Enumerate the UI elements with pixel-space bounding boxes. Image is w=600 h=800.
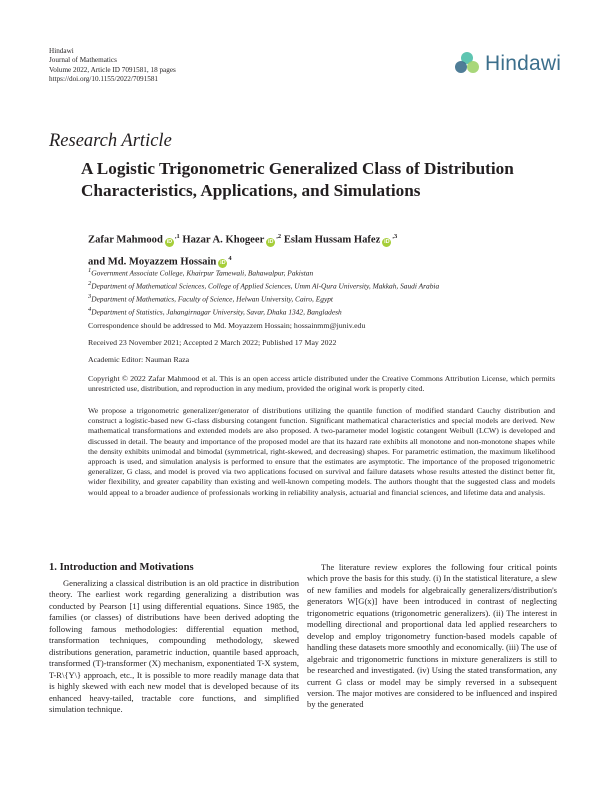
copyright-notice: Copyright © 2022 Zafar Mahmood et al. This is an open access article distributed under the Creative Commons Attribution License, which permits unrestricted use, distribution, and reproduction in any medium, provided the original work is properly cited. [88,374,555,394]
article-title: A Logistic Trigonometric Generalized Class of Distribution Characteristics, Applications, and Simulations [81,159,514,200]
article-type-label: Research Article [49,131,172,151]
academic-editor: Academic Editor: Nauman Raza [88,355,190,364]
orcid-icon[interactable]: iD [384,238,390,245]
paragraph: The literature review explores the following four critical points which prove the basis for this study. (i) In the statistical literature, a slew of new families and models for algebraically generalizers/distribution's generators W[G(x)] have been introduced in contrast of neglecting trigonometric equations (trigonometric generalizers). (ii) The interest in modelling directional and proportional data led applied researchers to develop and employ trigonometry function-based models capable of handling these datasets more smoothly and economically. (iii) The use of algebraic and trigonometric functions in mixture generalizers is still to be researched and investigated. (iv) Using the stated transformation, any current G class or model may be simply reversed in a subsequent version. The major motives are considered to be influenced and inspired by the generated [307,562,557,710]
author-list [88,228,528,271]
hindawi-logo [454,51,561,77]
section-heading: 1. Introduction and Motivations [49,562,194,573]
body-column-left [49,578,299,715]
doi-link[interactable]: https://doi.org/10.1155/2022/7091581 [49,74,159,83]
affiliation-item: $^1$Government Associate College, Khairpur Tamewali, Bahawalpur, Pakistan [88,267,314,278]
logo-text: Hindawi [485,52,562,75]
author-name: and Md. Moyazzem Hossain [88,256,217,268]
affiliation-item: $^2$Department of Mathematical Sciences, College of Applied Sciences, Umm Al-Qura University, Makkah, Saudi Arabia [88,279,440,291]
publisher-name: Hindawi [49,47,74,55]
author-affil-sup: 4 [228,254,232,262]
affiliation-item: $^3$Department of Mathematics, Faculty of Science, Helwan University, Cairo, Egypt [88,292,333,304]
author-name: Hazar A. Khogeer [182,234,265,246]
author-name: Eslam Hussam Hafez [283,234,381,246]
orcid-icon[interactable]: iD [166,238,173,245]
volume-line: Volume 2022, Article ID 7091581, 18 pages [49,65,176,74]
correspondence-note: Correspondence should be addressed to Md. Moyazzem Hossain; hossainmm@juniv.edu [88,321,366,330]
author-name: Zafar Mahmood [88,234,163,246]
journal-name: Journal of Mathematics [49,56,117,65]
orcid-icon[interactable]: iD [220,260,226,267]
paragraph: Generalizing a classical distribution is an old practice in distribution theory. The earliest work regarding generalizing a distribution was conducted by Pearson [1] using differential equations. Since 1985, the families (or classes) of distributions have been derived adopting the following famous methodologies: differential equation method, transformation techniques, compounding methodology, skewed distributions generation, parametric induction, quantile based approach, transformed (T)-transformer (X) mechanism, exponentiated T-X system, T-R\{Y\} approach, etc., It is possible to more readily manage data that is highly skewed with each new model that is developed because of its enhanced heavy-tailed, tractable core functions, and simplified simulation technique. [49,578,299,714]
author-affil-sup: ,2 [276,233,282,240]
abstract: We propose a trigonometric generalizer/generator of distributions utilizing the quantile function of modified standard Cauchy distribution and construct a logistic-based new G-class disbursing cotangent function. Significant mathematical characteristics and special models are derived. New mathematical transformations and extended models are also proposed. A two-parameter model logistic cotangent Weibull (LCW) is developed and discussed in detail. The beauty and importance of the proposed model are that its hazard rate exhibits all monotone and non-monotone shapes while the density exhibits unimodal and bimodal (symmetrical, right-skewed, and decreasing) shapes. For parametric estimation, the maximum likelihood approach is used, and simulation analysis is performed to ensure that the estimates are asymptotic. The importance of the proposed trigonometric generalizer, G class, and model is proved via two applications focused on survival and failure datasets whose results attested the distinct better fit, wider flexibility, and greater capability than existing and well-known competing models. The authors thought that the suggested class and models would appeal to a broader audience of professionals working in reliability analysis, actuarial and financial sciences, and lifetime data and analysis. [88,406,555,497]
affiliations [88,266,528,318]
orcid-icon[interactable]: iD [268,238,274,245]
body-column-right [307,562,557,711]
publication-dates: Received 23 November 2021; Accepted 2 March 2022; Published 17 May 2022 [88,338,337,347]
journal-meta [49,47,176,84]
author-affil-sup: ,1 [174,233,180,240]
hindawi-logo-icon [454,51,480,77]
author-affil-sup: ,3 [392,233,398,240]
affiliation-item: $^4$Department of Statistics, Jahangirnagar University, Savar, Dhaka 1342, Bangladesh [88,305,342,317]
